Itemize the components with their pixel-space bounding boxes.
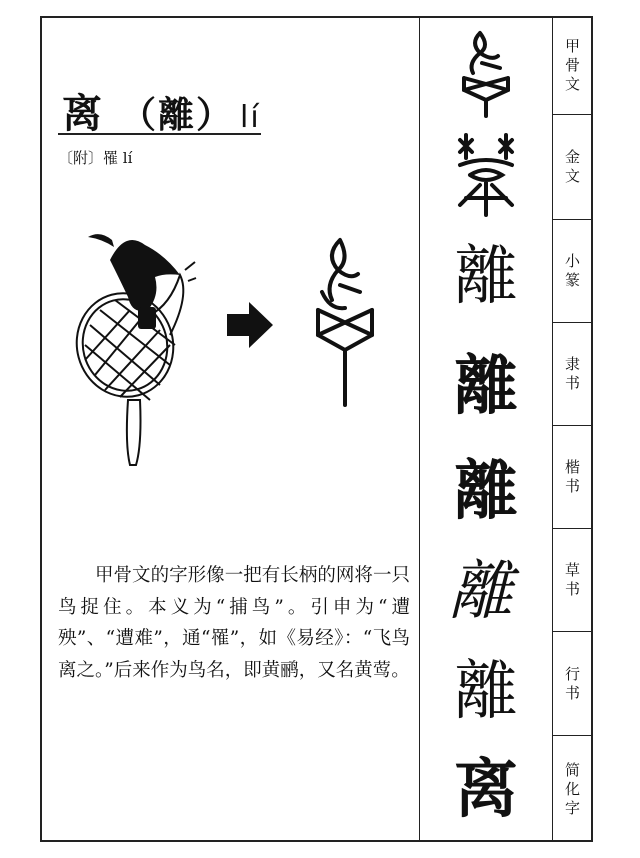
label-oracle-text: 甲骨文 [564, 36, 580, 93]
column-divider [419, 16, 420, 842]
attached-char-note: 〔附〕罹 lí [58, 149, 133, 167]
regular-script-glyph: 離 [454, 454, 518, 529]
title-paren-open: （ [119, 94, 158, 136]
label-cursive [553, 529, 592, 632]
running-script-glyph: 離 [454, 655, 518, 729]
title-pinyin: lí [239, 100, 261, 135]
simplified-glyph: 离 [454, 752, 518, 827]
label-simplified [553, 736, 592, 842]
label-simplified-text: 简化字 [564, 760, 580, 817]
description-paragraph [58, 560, 410, 686]
bronze-script-glyph-icon [440, 130, 532, 220]
title-char: 离 [62, 90, 104, 137]
bird-net-illustration-icon [70, 215, 200, 470]
label-bronze [553, 115, 592, 220]
title-trad: 離 [157, 94, 196, 136]
description-text: 甲骨文的字形像一把有长柄的网将一只鸟捉住。本义为“捕鸟”。引申为“遭殃”、“遭难”，通“罹”，如《易经》：“飞鸟离之。”后来作为鸟名，即黄鹂，又名黄莺。 [58, 565, 410, 681]
label-running-text: 行书 [564, 664, 580, 702]
entry-title [62, 82, 261, 139]
oracle-bone-glyph-icon [310, 230, 380, 410]
label-bronze-text: 金文 [564, 148, 580, 185]
cursive-script-glyph: 離 [444, 555, 528, 629]
seal-script-glyph: 離 [454, 240, 518, 314]
label-cursive-text: 草书 [564, 561, 580, 598]
label-seal [553, 220, 592, 323]
arrow-right-icon [225, 300, 275, 350]
label-regular-text: 楷书 [564, 458, 580, 495]
label-running [553, 632, 592, 736]
label-clerical-text: 隶书 [564, 355, 580, 392]
label-clerical [553, 323, 592, 426]
label-regular [553, 426, 592, 529]
label-oracle [553, 16, 592, 115]
label-seal-text: 小篆 [564, 252, 580, 289]
clerical-script-glyph: 離 [454, 349, 518, 424]
oracle-script-glyph-icon [440, 28, 532, 118]
title-underline [58, 133, 261, 135]
title-paren-close: ） [195, 94, 234, 136]
